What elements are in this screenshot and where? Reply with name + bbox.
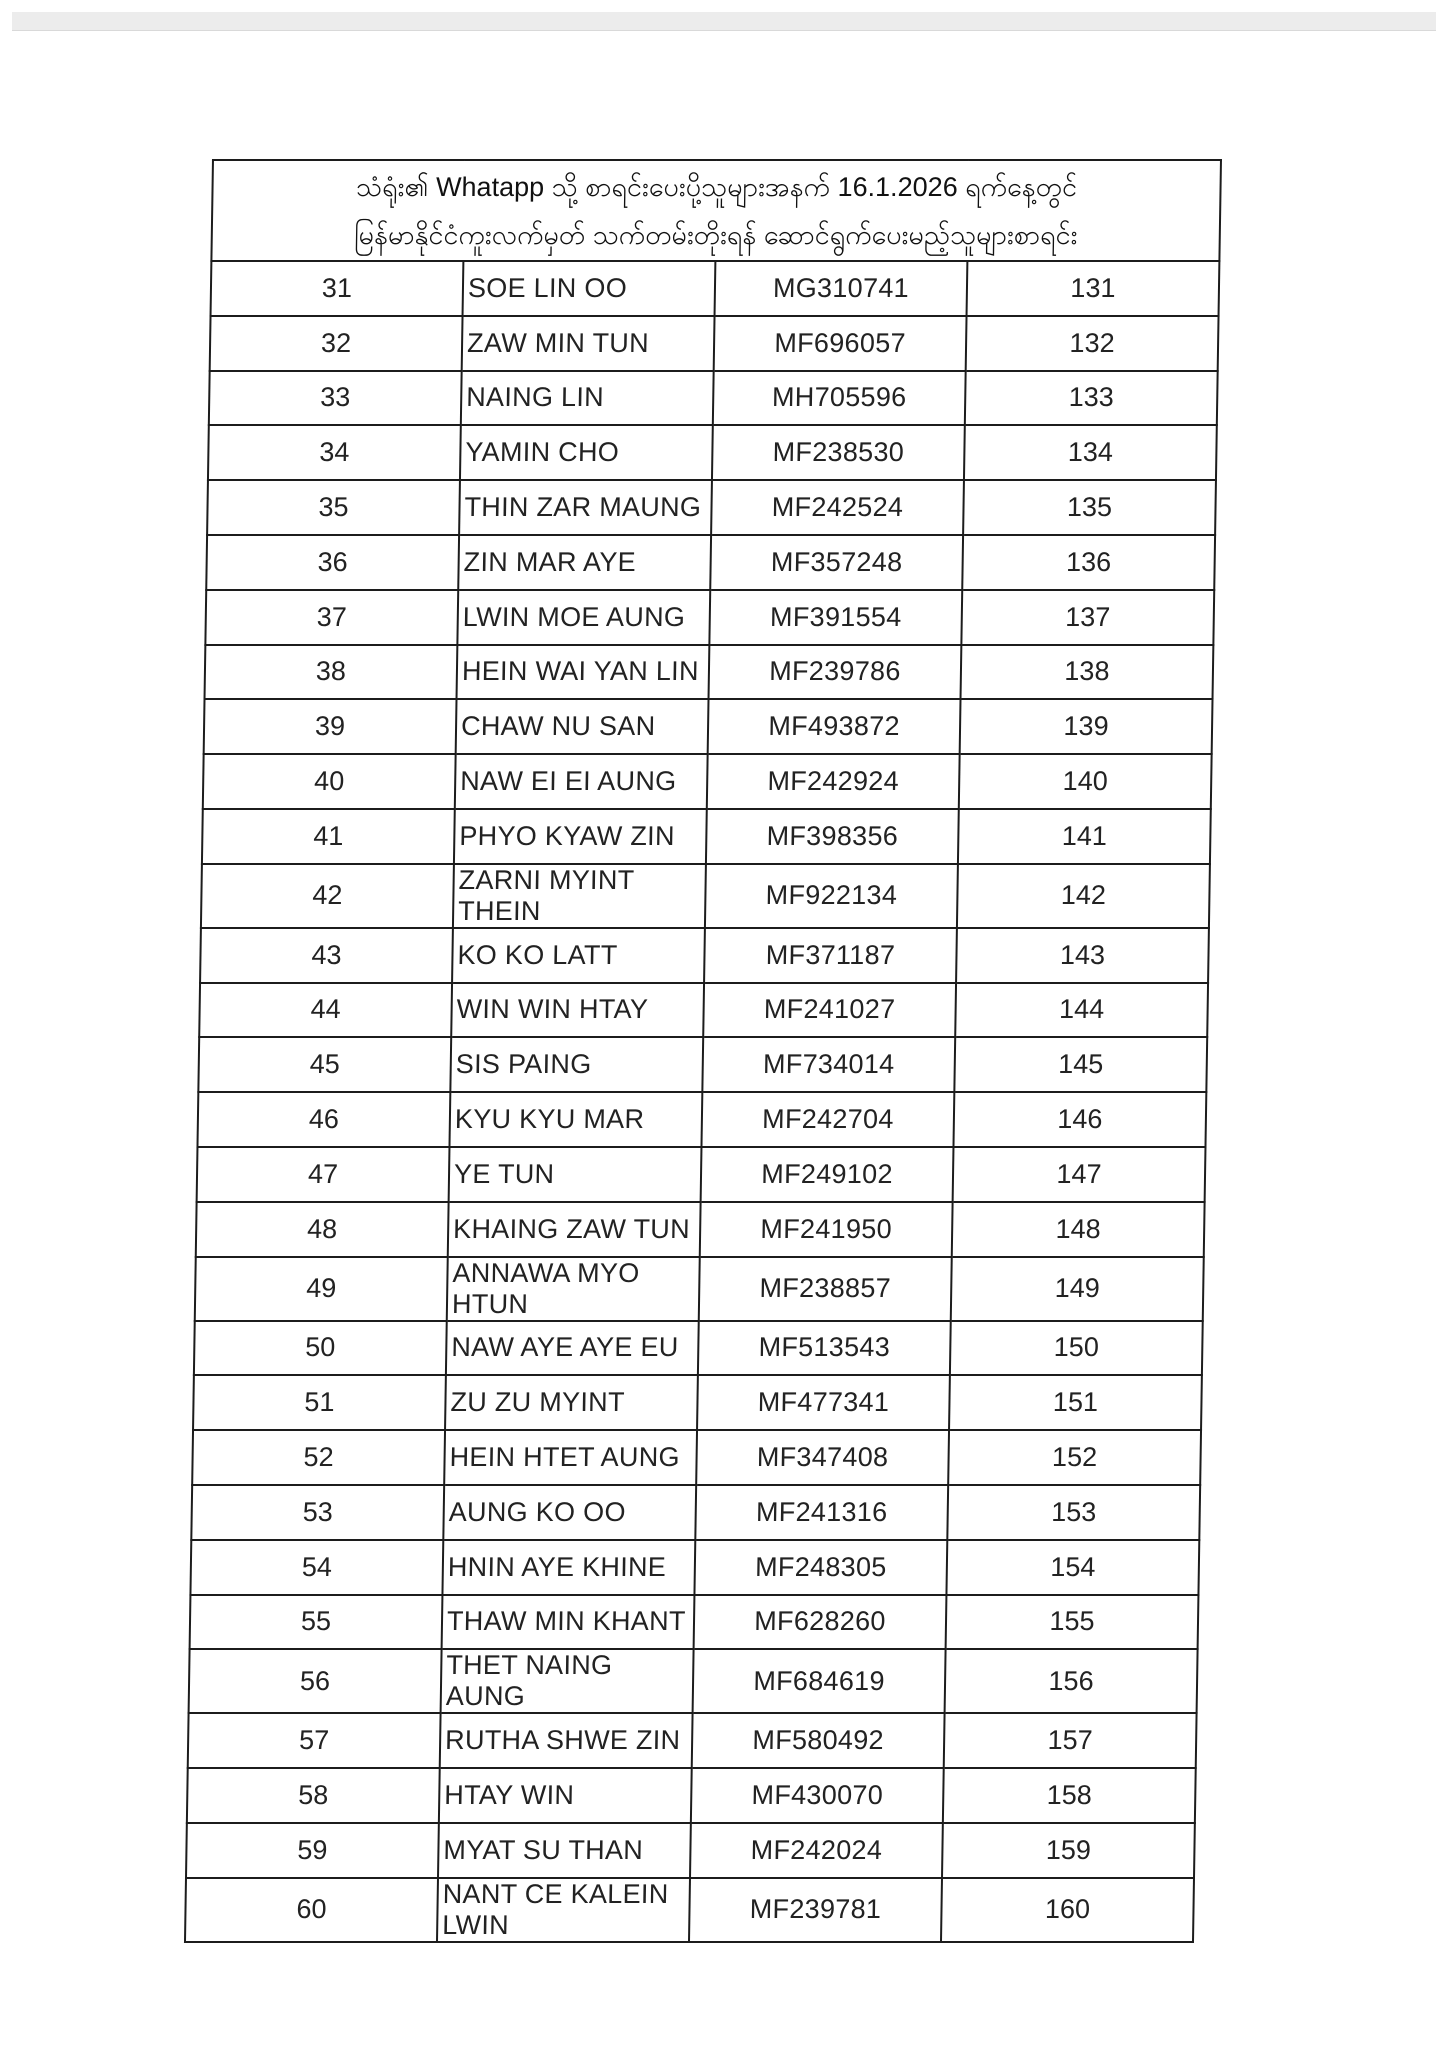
passport-number: MG310741 xyxy=(715,261,968,316)
row-number: 33 xyxy=(209,371,462,426)
row-number: 53 xyxy=(191,1485,444,1540)
reference-number: 134 xyxy=(964,425,1217,480)
row-number: 56 xyxy=(189,1649,442,1713)
row-number: 38 xyxy=(205,645,458,700)
reference-number: 157 xyxy=(944,1713,1197,1768)
applicant-name: AUNG KO OO xyxy=(443,1485,696,1540)
reference-number: 160 xyxy=(941,1878,1194,1942)
applicant-name: SOE LIN OO xyxy=(463,261,716,316)
applicant-name: NAING LIN xyxy=(461,371,714,426)
passport-number: MF398356 xyxy=(706,809,959,864)
row-number: 41 xyxy=(202,809,455,864)
row-number: 58 xyxy=(187,1768,440,1823)
table-row xyxy=(185,1878,1194,1942)
scan-edge-strip xyxy=(12,12,1436,31)
passport-number: MF241950 xyxy=(700,1202,953,1257)
passport-number: MF493872 xyxy=(708,699,961,754)
passport-number: MF513543 xyxy=(698,1321,951,1376)
table-row xyxy=(205,590,1214,645)
passport-number: MF628260 xyxy=(694,1595,947,1650)
reference-number: 146 xyxy=(953,1092,1206,1147)
applicant-name: YAMIN CHO xyxy=(460,425,713,480)
applicant-name: ZIN MAR AYE xyxy=(458,535,711,590)
reference-number: 133 xyxy=(965,371,1218,426)
reference-number: 150 xyxy=(950,1321,1203,1376)
table-row xyxy=(201,864,1210,928)
passport-number: MF696057 xyxy=(714,316,967,371)
applicant-name: ZU ZU MYINT xyxy=(445,1375,698,1430)
table-row xyxy=(207,480,1216,535)
applicant-name: HTAY WIN xyxy=(439,1768,692,1823)
reference-number: 156 xyxy=(945,1649,1198,1713)
row-number: 59 xyxy=(186,1823,439,1878)
passport-number: MF430070 xyxy=(691,1768,944,1823)
reference-number: 147 xyxy=(953,1147,1206,1202)
applicant-name: NANT CE KALEIN LWIN xyxy=(437,1878,690,1942)
row-number: 60 xyxy=(185,1878,438,1942)
title-line-1: သံရုံး၏ Whatapp သို့ စာရင်းပေးပို့သူများအနက် 16.1.2026 ရက်နေ့တွင် xyxy=(355,171,1078,202)
applicant-name: KHAING ZAW TUN xyxy=(448,1202,701,1257)
row-number: 52 xyxy=(192,1430,445,1485)
row-number: 47 xyxy=(197,1147,450,1202)
passport-number: MF242704 xyxy=(701,1092,954,1147)
applicant-name: PHYO KYAW ZIN xyxy=(454,809,707,864)
reference-number: 132 xyxy=(966,316,1219,371)
reference-number: 148 xyxy=(952,1202,1205,1257)
reference-number: 158 xyxy=(943,1768,1196,1823)
passport-number: MF580492 xyxy=(692,1713,945,1768)
passport-number: MF371187 xyxy=(704,928,957,983)
reference-number: 144 xyxy=(955,983,1208,1038)
row-number: 43 xyxy=(200,928,453,983)
row-number: 45 xyxy=(198,1037,451,1092)
passport-number: MF734014 xyxy=(702,1037,955,1092)
table-row xyxy=(202,809,1211,864)
applicant-name: HNIN AYE KHINE xyxy=(442,1540,695,1595)
table-row xyxy=(198,1037,1207,1092)
applicant-name: THET NAING AUNG xyxy=(441,1649,694,1713)
row-number: 48 xyxy=(196,1202,449,1257)
passport-number: MF347408 xyxy=(696,1430,949,1485)
table-row xyxy=(209,371,1218,426)
applicant-name: SIS PAING xyxy=(450,1037,703,1092)
table-row xyxy=(196,1202,1205,1257)
row-number: 55 xyxy=(190,1595,443,1650)
applicant-name: THIN ZAR MAUNG xyxy=(459,480,712,535)
passport-number: MF238530 xyxy=(712,425,965,480)
table-row xyxy=(197,1147,1206,1202)
applicant-name: THAW MIN KHANT xyxy=(442,1595,695,1650)
reference-number: 141 xyxy=(958,809,1211,864)
table-row xyxy=(200,928,1209,983)
reference-number: 159 xyxy=(942,1823,1195,1878)
reference-number: 143 xyxy=(956,928,1209,983)
passport-number: MF239781 xyxy=(689,1878,942,1942)
row-number: 31 xyxy=(211,261,464,316)
table-body xyxy=(185,261,1219,1942)
table-row xyxy=(211,261,1220,316)
applicant-name: HEIN WAI YAN LIN xyxy=(457,645,710,700)
table-row xyxy=(190,1595,1199,1650)
row-number: 49 xyxy=(195,1257,448,1321)
passport-number: MF249102 xyxy=(701,1147,954,1202)
reference-number: 131 xyxy=(967,261,1220,316)
table-row xyxy=(208,425,1217,480)
passport-number: MF922134 xyxy=(705,864,958,928)
table-row xyxy=(204,699,1213,754)
passport-number: MF238857 xyxy=(699,1257,952,1321)
reference-number: 151 xyxy=(949,1375,1202,1430)
row-number: 46 xyxy=(197,1092,450,1147)
applicant-name: ANNAWA MYO HTUN xyxy=(447,1257,700,1321)
passport-number: MF242524 xyxy=(711,480,964,535)
passport-number: MF248305 xyxy=(694,1540,947,1595)
reference-number: 154 xyxy=(946,1540,1199,1595)
row-number: 54 xyxy=(190,1540,443,1595)
applicant-name: RUTHA SHWE ZIN xyxy=(440,1713,693,1768)
reference-number: 135 xyxy=(963,480,1216,535)
passport-number: MF241316 xyxy=(695,1485,948,1540)
passport-renewal-list-table xyxy=(184,159,1222,1943)
applicant-name: HEIN HTET AUNG xyxy=(444,1430,697,1485)
row-number: 37 xyxy=(205,590,458,645)
table-row xyxy=(189,1649,1198,1713)
reference-number: 155 xyxy=(946,1595,1199,1650)
passport-number: MF241027 xyxy=(703,983,956,1038)
reference-number: 145 xyxy=(954,1037,1207,1092)
table-row xyxy=(195,1257,1204,1321)
row-number: 40 xyxy=(203,754,456,809)
passport-number: MH705596 xyxy=(713,371,966,426)
passport-number: MF242924 xyxy=(707,754,960,809)
row-number: 32 xyxy=(210,316,463,371)
passport-number: MF684619 xyxy=(693,1649,946,1713)
applicant-name: YE TUN xyxy=(449,1147,702,1202)
table-row xyxy=(193,1375,1202,1430)
table-title xyxy=(211,160,1221,261)
table-row xyxy=(205,645,1214,700)
reference-number: 138 xyxy=(961,645,1214,700)
row-number: 44 xyxy=(199,983,452,1038)
reference-number: 149 xyxy=(951,1257,1204,1321)
applicant-name: ZARNI MYINT THEIN xyxy=(453,864,706,928)
row-number: 51 xyxy=(193,1375,446,1430)
applicant-name: CHAW NU SAN xyxy=(456,699,709,754)
passport-number: MF391554 xyxy=(709,590,962,645)
passport-number: MF357248 xyxy=(710,535,963,590)
applicant-name: ZAW MIN TUN xyxy=(462,316,715,371)
applicant-name: KO KO LATT xyxy=(452,928,705,983)
applicant-name: LWIN MOE AUNG xyxy=(457,590,710,645)
reference-number: 153 xyxy=(947,1485,1200,1540)
row-number: 39 xyxy=(204,699,457,754)
reference-number: 142 xyxy=(957,864,1210,928)
row-number: 42 xyxy=(201,864,454,928)
title-line-2: မြန်မာနိုင်ငံကူးလက်မှတ် သက်တမ်းတိုးရန် ဆောင်ရွက်ပေးမည့်သူများစာရင်း xyxy=(353,219,1078,250)
table-row xyxy=(191,1485,1200,1540)
table-row xyxy=(210,316,1219,371)
table-row xyxy=(194,1321,1203,1376)
passport-number: MF239786 xyxy=(709,645,962,700)
reference-number: 136 xyxy=(962,535,1215,590)
table-row xyxy=(186,1823,1195,1878)
table-title-row xyxy=(211,160,1221,261)
table-row xyxy=(199,983,1208,1038)
applicant-name: WIN WIN HTAY xyxy=(451,983,704,1038)
row-number: 57 xyxy=(188,1713,441,1768)
row-number: 50 xyxy=(194,1321,447,1376)
table-row xyxy=(203,754,1212,809)
reference-number: 137 xyxy=(961,590,1214,645)
table-row xyxy=(190,1540,1199,1595)
reference-number: 152 xyxy=(948,1430,1201,1485)
row-number: 34 xyxy=(208,425,461,480)
table-row xyxy=(197,1092,1206,1147)
applicant-name: NAW EI EI AUNG xyxy=(455,754,708,809)
table-row xyxy=(188,1713,1197,1768)
reference-number: 140 xyxy=(959,754,1212,809)
applicant-name: MYAT SU THAN xyxy=(438,1823,691,1878)
passport-number: MF242024 xyxy=(690,1823,943,1878)
table-row xyxy=(192,1430,1201,1485)
row-number: 35 xyxy=(207,480,460,535)
row-number: 36 xyxy=(206,535,459,590)
reference-number: 139 xyxy=(960,699,1213,754)
table-row xyxy=(206,535,1215,590)
passport-number: MF477341 xyxy=(697,1375,950,1430)
applicant-name: KYU KYU MAR xyxy=(449,1092,702,1147)
table-row xyxy=(187,1768,1196,1823)
applicant-name: NAW AYE AYE EU xyxy=(446,1321,699,1376)
